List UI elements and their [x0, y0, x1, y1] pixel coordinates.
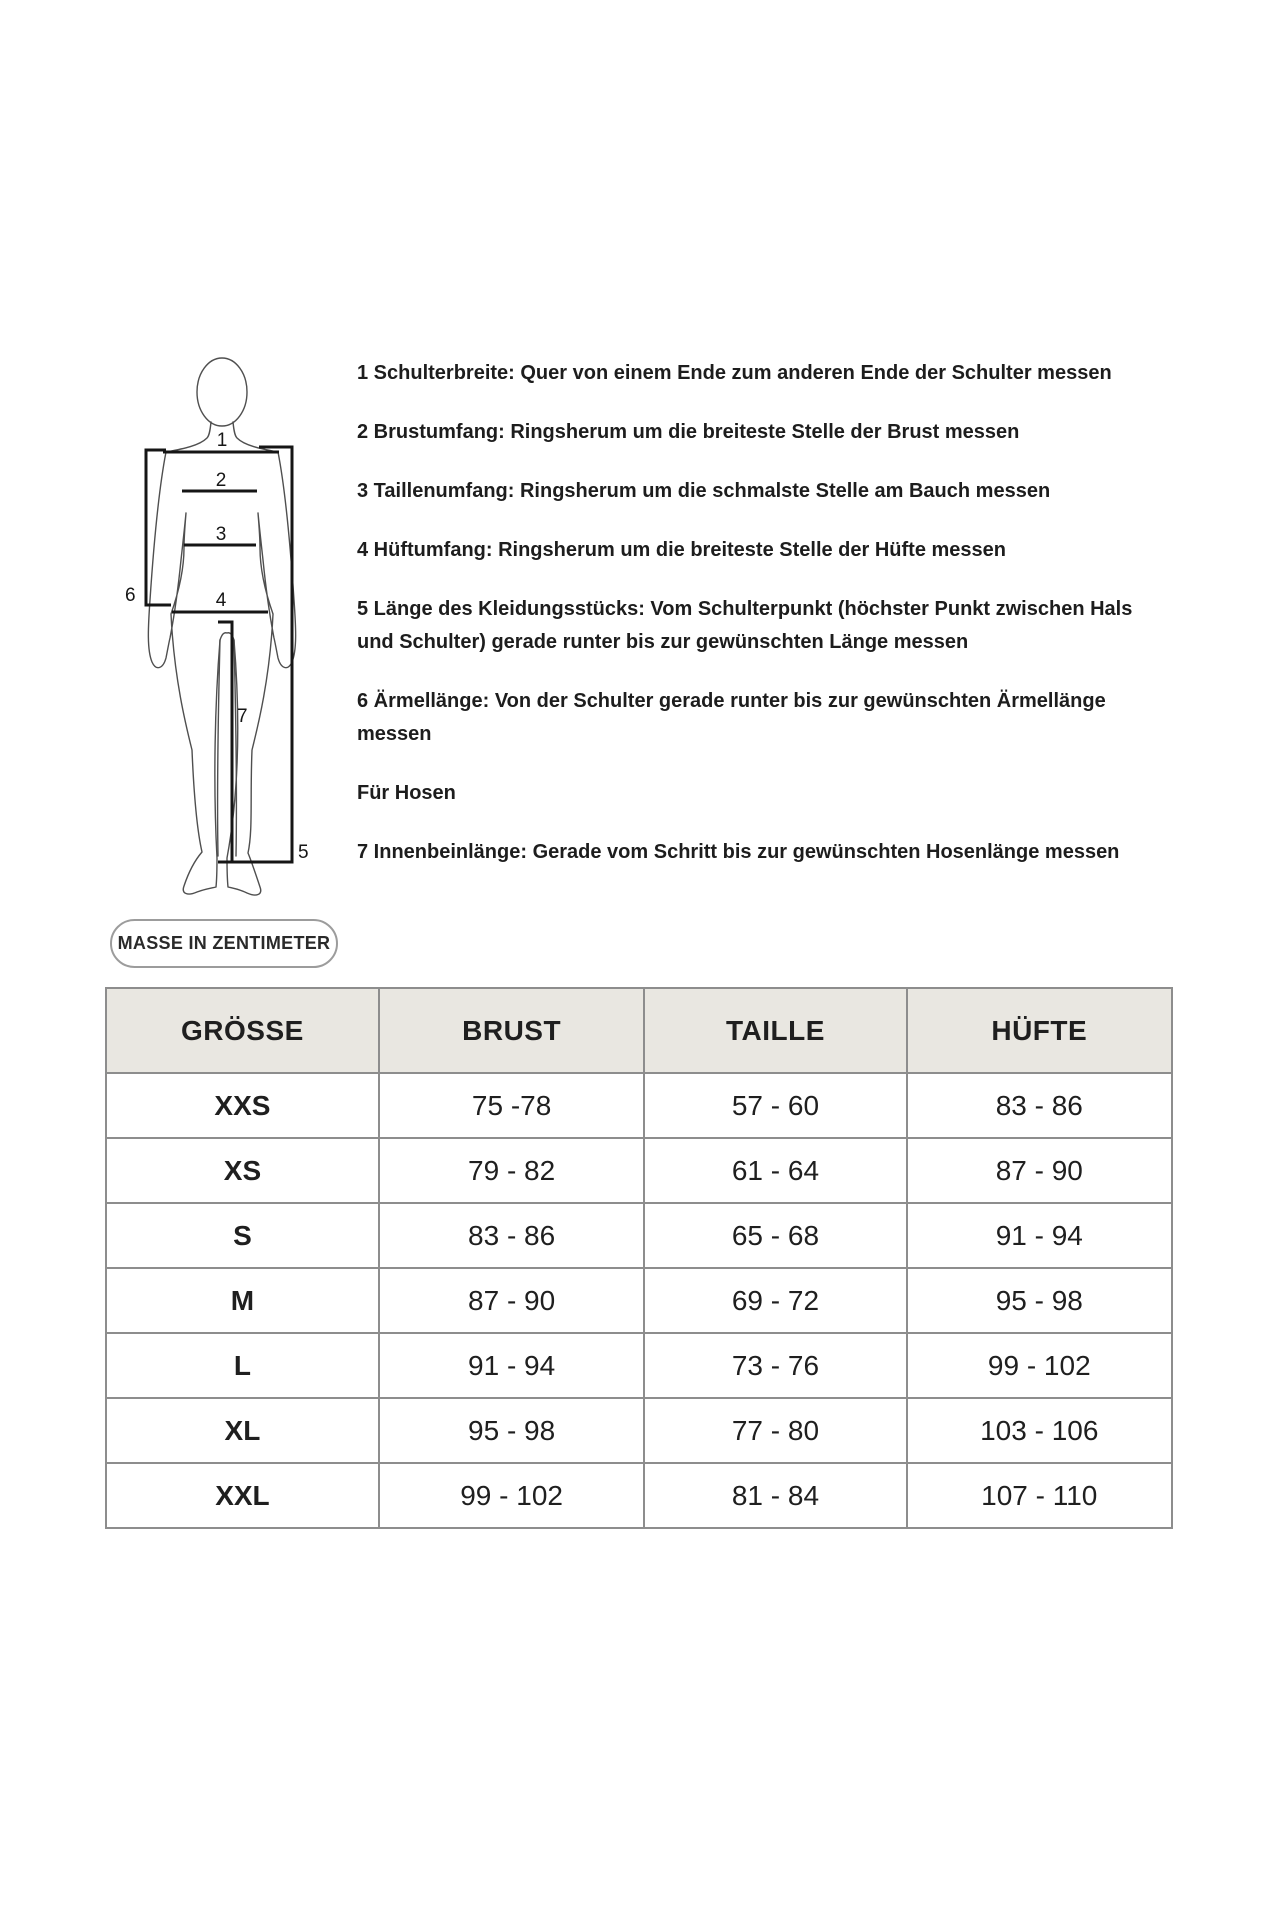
unit-badge-label: MASSE IN ZENTIMETER — [117, 933, 331, 953]
hip-range: 107 - 110 — [907, 1463, 1172, 1528]
unit-badge — [110, 919, 338, 968]
column-header-brust: BRUST — [379, 988, 644, 1073]
figure-label-4: 4 — [215, 590, 227, 611]
bust-range: 91 - 94 — [379, 1333, 644, 1398]
size-chart-table — [105, 987, 1173, 1529]
size-label: XXL — [106, 1463, 379, 1528]
waist-range: 65 - 68 — [644, 1203, 906, 1268]
column-header-groesse: GRÖSSE — [106, 988, 379, 1073]
waist-range: 61 - 64 — [644, 1138, 906, 1203]
column-header-taille: TAILLE — [644, 988, 906, 1073]
table-row-l — [106, 1333, 1172, 1398]
bust-range: 79 - 82 — [379, 1138, 644, 1203]
figure-label-3: 3 — [215, 524, 227, 545]
size-label: M — [106, 1268, 379, 1333]
figure-label-7: 7 — [237, 706, 248, 727]
bust-range: 99 - 102 — [379, 1463, 644, 1528]
instruction-waist: 3 Taillenumfang: Ringsherum um die schmalste Stelle am Bauch messen — [357, 480, 1051, 502]
table-row-m — [106, 1268, 1172, 1333]
waist-range: 73 - 76 — [644, 1333, 906, 1398]
figure-label-2: 2 — [215, 470, 227, 491]
bust-range: 87 - 90 — [379, 1268, 644, 1333]
figure-label-5: 5 — [298, 842, 309, 863]
bust-range: 95 - 98 — [379, 1398, 644, 1463]
table-row-xs — [106, 1138, 1172, 1203]
bust-range: 83 - 86 — [379, 1203, 644, 1268]
table-row-xxl — [106, 1463, 1172, 1528]
bust-range: 75 -78 — [379, 1073, 644, 1138]
instruction-bust: 2 Brustumfang: Ringsherum um die breiteste Stelle der Brust messen — [357, 421, 1020, 443]
hip-range: 103 - 106 — [907, 1398, 1172, 1463]
instruction-hip: 4 Hüftumfang: Ringsherum um die breiteste Stelle der Hüfte messen — [357, 539, 1007, 561]
waist-range: 81 - 84 — [644, 1463, 906, 1528]
size-label: S — [106, 1203, 379, 1268]
measurement-instructions — [357, 357, 1152, 895]
figure-label-6: 6 — [125, 585, 136, 606]
hip-range: 83 - 86 — [907, 1073, 1172, 1138]
figure-label-1: 1 — [216, 430, 228, 451]
size-label: XL — [106, 1398, 379, 1463]
instruction-sleeve-length: 6 Ärmellänge: Von der Schulter gerade runter bis zur gewünschten Ärmellänge messen — [357, 690, 1106, 745]
instruction-garment-length: 5 Länge des Kleidungsstücks: Vom Schulterpunkt (höchster Punkt zwischen Hals und Schulter) gerade runter bis zur gewünschten Länge messen — [357, 598, 1133, 653]
figure-body — [148, 422, 295, 895]
column-header-huefte: HÜFTE — [907, 988, 1172, 1073]
figure-labels — [125, 430, 309, 863]
waist-range: 57 - 60 — [644, 1073, 906, 1138]
waist-range: 77 - 80 — [644, 1398, 906, 1463]
hip-range: 95 - 98 — [907, 1268, 1172, 1333]
bracket-sleeve-length — [146, 450, 171, 605]
figure-inner-legs — [218, 640, 237, 856]
table-row-xl — [106, 1398, 1172, 1463]
table-header-row — [106, 988, 1172, 1073]
hip-range: 87 - 90 — [907, 1138, 1172, 1203]
pants-heading: Für Hosen — [357, 782, 456, 804]
figure-head — [197, 358, 247, 426]
size-label: XS — [106, 1138, 379, 1203]
table-row-xxs — [106, 1073, 1172, 1138]
hip-range: 99 - 102 — [907, 1333, 1172, 1398]
hip-range: 91 - 94 — [907, 1203, 1172, 1268]
waist-range: 69 - 72 — [644, 1268, 906, 1333]
bracket-garment-length — [215, 447, 292, 862]
instruction-inseam: 7 Innenbeinlänge: Gerade vom Schritt bis zur gewünschten Hosenlänge messen — [357, 841, 1120, 863]
table-row-s — [106, 1203, 1172, 1268]
instruction-shoulder: 1 Schulterbreite: Quer von einem Ende zum anderen Ende der Schulter messen — [357, 362, 1112, 384]
size-label: XXS — [106, 1073, 379, 1138]
measurement-figure — [96, 328, 350, 912]
size-label: L — [106, 1333, 379, 1398]
